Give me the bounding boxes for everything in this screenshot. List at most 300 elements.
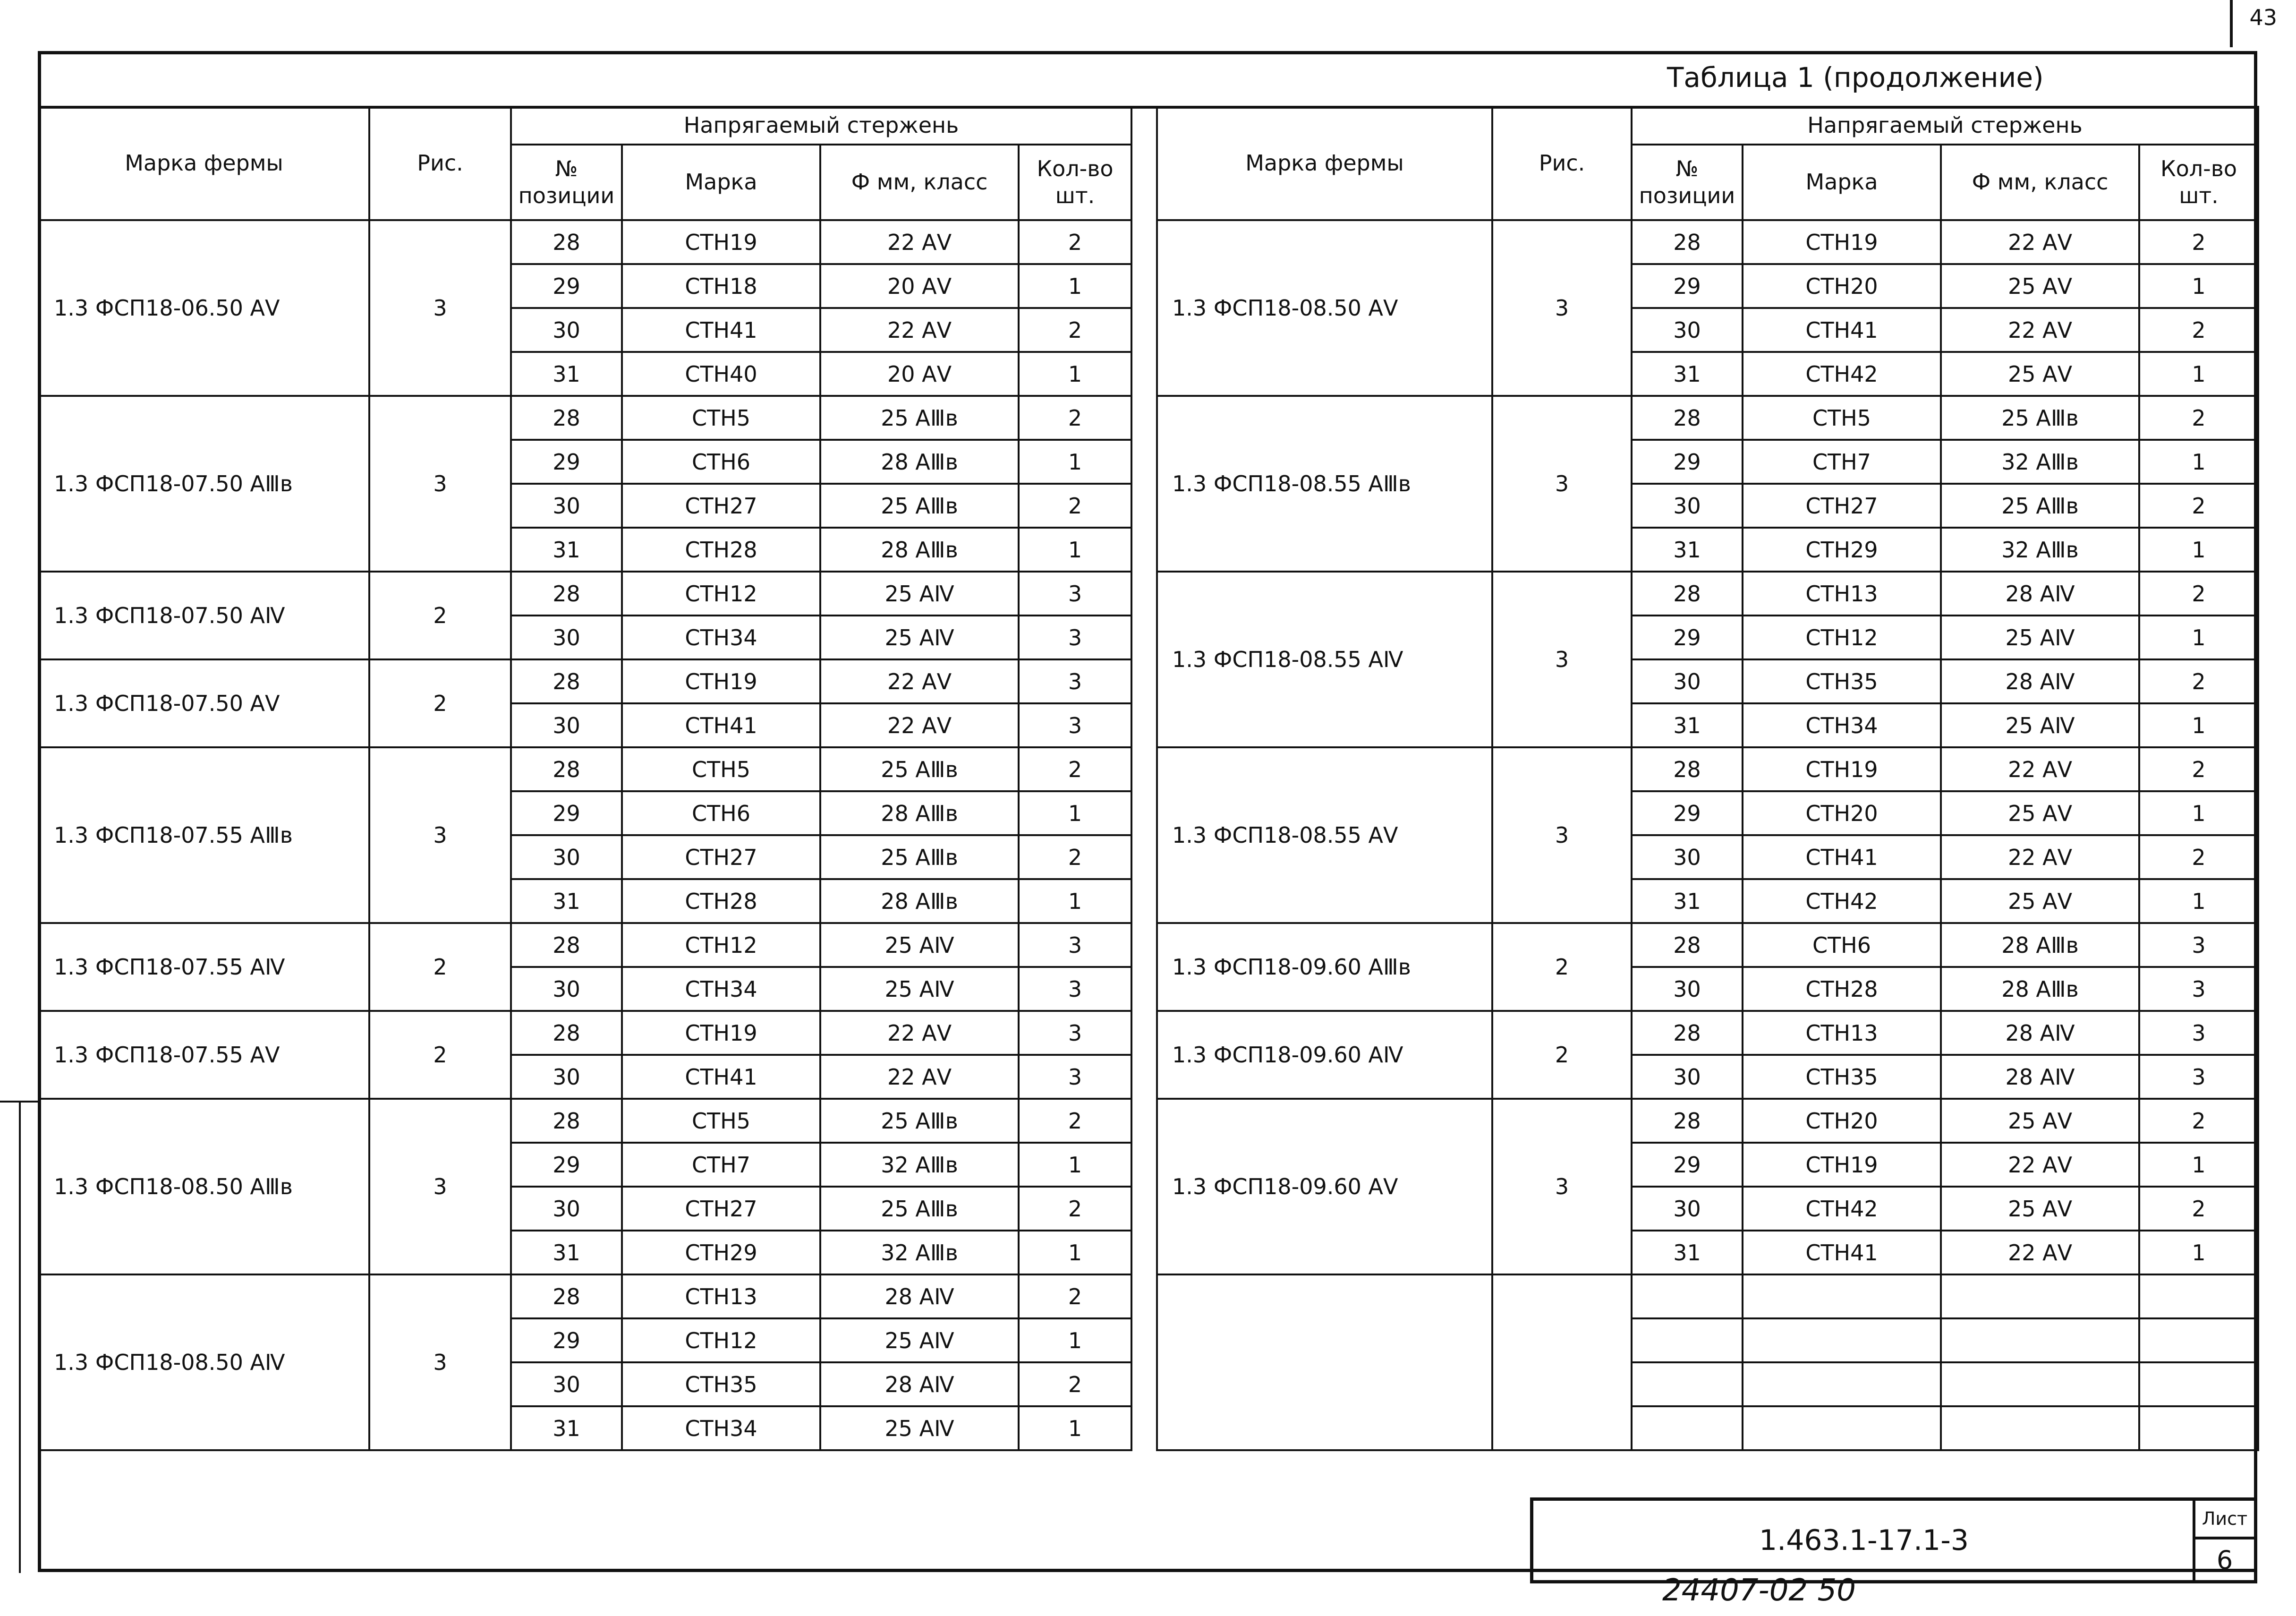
diameter-class-cell: 20 АⅤ [820, 264, 1019, 308]
diameter-class-cell: 25 АⅢв [820, 1099, 1019, 1143]
diameter-class-cell: 32 АⅢв [1941, 440, 2139, 484]
quantity-cell: 1 [1019, 879, 1131, 923]
truss-mark-cell: 1.3 ФСП18-08.50 АⅣ [39, 1274, 369, 1450]
diameter-class-cell: 25 АⅢв [820, 747, 1019, 791]
rod-mark-cell: СТН27 [622, 1187, 820, 1231]
position-cell: 30 [1632, 308, 1743, 352]
rod-mark-cell: СТН34 [622, 1406, 820, 1450]
rod-mark-cell: СТН12 [622, 1318, 820, 1362]
quantity-cell: 1 [2139, 791, 2258, 835]
rod-mark-cell: СТН19 [1743, 220, 1941, 264]
rod-mark-cell: СТН27 [622, 835, 820, 879]
col-header-diam: Ф мм, класс [820, 145, 1019, 220]
quantity-cell: 3 [2139, 967, 2258, 1011]
truss-mark-cell [1157, 1274, 1492, 1450]
figure-cell: 2 [369, 659, 511, 747]
quantity-cell: 2 [2139, 308, 2258, 352]
diameter-class-cell: 25 АⅣ [1941, 616, 2139, 659]
truss-mark-cell: 1.3 ФСП18-07.50 АⅢв [39, 396, 369, 572]
rod-mark-cell: СТН13 [622, 1274, 820, 1318]
table-row [39, 1274, 1131, 1318]
table-row [1157, 396, 2258, 440]
position-cell: 28 [1632, 572, 1743, 616]
quantity-cell: 1 [2139, 352, 2258, 396]
figure-cell: 3 [1492, 572, 1632, 747]
quantity-cell: 3 [1019, 1055, 1131, 1099]
rod-mark-cell: СТН5 [1743, 396, 1941, 440]
rod-mark-cell [1743, 1274, 1941, 1318]
right-spec-table [1156, 106, 2259, 1451]
quantity-cell: 3 [1019, 967, 1131, 1011]
position-cell: 28 [1632, 1099, 1743, 1143]
truss-mark-cell: 1.3 ФСП18-07.55 АⅣ [39, 923, 369, 1011]
quantity-cell: 2 [2139, 1099, 2258, 1143]
diameter-class-cell: 22 АⅤ [820, 1055, 1019, 1099]
rod-mark-cell: СТН28 [622, 879, 820, 923]
position-cell: 30 [1632, 1187, 1743, 1231]
col-header-diam: Ф мм, класс [1941, 145, 2139, 220]
truss-mark-cell: 1.3 ФСП18-07.55 АⅢв [39, 747, 369, 923]
position-cell: 28 [1632, 747, 1743, 791]
position-cell: 29 [1632, 791, 1743, 835]
figure-cell: 3 [1492, 1099, 1632, 1274]
diameter-class-cell: 22 АⅤ [1941, 1231, 2139, 1274]
diameter-class-cell: 28 АⅢв [820, 879, 1019, 923]
col-header-rod-mark: Марка [1743, 145, 1941, 220]
diameter-class-cell: 25 АⅢв [820, 396, 1019, 440]
quantity-cell: 2 [2139, 484, 2258, 528]
quantity-cell: 2 [2139, 220, 2258, 264]
rod-mark-cell: СТН18 [622, 264, 820, 308]
diameter-class-cell: 25 АⅣ [820, 967, 1019, 1011]
rod-mark-cell: СТН28 [622, 528, 820, 572]
truss-mark-cell: 1.3 ФСП18-08.55 АⅢв [1157, 396, 1492, 572]
quantity-cell: 1 [1019, 1143, 1131, 1187]
rod-mark-cell: СТН35 [1743, 1055, 1941, 1099]
truss-mark-cell: 1.3 ФСП18-07.50 АⅣ [39, 572, 369, 659]
table-row [1157, 220, 2258, 264]
diameter-class-cell: 25 АⅣ [820, 1318, 1019, 1362]
position-cell: 31 [511, 1231, 622, 1274]
position-cell: 28 [511, 1011, 622, 1055]
rod-mark-cell: СТН19 [622, 1011, 820, 1055]
quantity-cell: 1 [2139, 264, 2258, 308]
rod-mark-cell: СТН19 [622, 220, 820, 264]
diameter-class-cell: 28 АⅢв [820, 440, 1019, 484]
rod-mark-cell: СТН12 [1743, 616, 1941, 659]
table-row [39, 747, 1131, 791]
quantity-cell: 1 [1019, 352, 1131, 396]
rod-mark-cell: СТН34 [622, 616, 820, 659]
quantity-cell: 2 [2139, 747, 2258, 791]
left-spec-table [38, 106, 1132, 1451]
position-cell: 31 [1632, 352, 1743, 396]
table-row [39, 572, 1131, 616]
quantity-cell: 2 [1019, 1362, 1131, 1406]
diameter-class-cell: 22 АⅤ [1941, 220, 2139, 264]
diameter-class-cell: 28 АⅢв [1941, 923, 2139, 967]
position-cell [1632, 1274, 1743, 1318]
diameter-class-cell: 22 АⅤ [1941, 747, 2139, 791]
diameter-class-cell: 25 АⅣ [820, 616, 1019, 659]
position-cell: 30 [511, 967, 622, 1011]
diameter-class-cell: 28 АⅢв [820, 791, 1019, 835]
diameter-class-cell [1941, 1274, 2139, 1318]
inventory-number: 24407-02 50 [1662, 1573, 1856, 1608]
position-cell: 28 [511, 747, 622, 791]
quantity-cell: 2 [1019, 484, 1131, 528]
rod-mark-cell: СТН42 [1743, 879, 1941, 923]
truss-mark-cell: 1.3 ФСП18-09.60 АⅣ [1157, 1011, 1492, 1099]
diameter-class-cell: 32 АⅢв [1941, 528, 2139, 572]
position-cell: 29 [511, 440, 622, 484]
corner-number: 43 [2249, 5, 2277, 30]
diameter-class-cell: 25 АⅤ [1941, 352, 2139, 396]
position-cell: 28 [1632, 220, 1743, 264]
position-cell: 30 [511, 616, 622, 659]
quantity-cell: 1 [1019, 1231, 1131, 1274]
diameter-class-cell: 25 АⅣ [1941, 703, 2139, 747]
col-header-mark: Марка фермы [39, 107, 369, 220]
figure-cell: 3 [369, 220, 511, 396]
diameter-class-cell: 25 АⅤ [1941, 1187, 2139, 1231]
col-header-fig: Рис. [1492, 107, 1632, 220]
table-row [39, 396, 1131, 440]
quantity-cell: 3 [1019, 572, 1131, 616]
diameter-class-cell: 25 АⅣ [820, 572, 1019, 616]
rod-mark-cell: СТН35 [1743, 659, 1941, 703]
position-cell: 30 [511, 308, 622, 352]
rod-mark-cell: СТН42 [1743, 1187, 1941, 1231]
quantity-cell: 2 [1019, 835, 1131, 879]
position-cell: 31 [1632, 703, 1743, 747]
table-row [39, 659, 1131, 703]
diameter-class-cell: 25 АⅤ [1941, 264, 2139, 308]
rod-mark-cell: СТН41 [1743, 308, 1941, 352]
figure-cell: 2 [369, 1011, 511, 1099]
position-cell: 31 [511, 352, 622, 396]
position-cell: 30 [511, 1187, 622, 1231]
sheet-label: Лист [2195, 1501, 2254, 1539]
quantity-cell: 1 [1019, 1318, 1131, 1362]
quantity-cell: 2 [2139, 835, 2258, 879]
rod-mark-cell: СТН5 [622, 396, 820, 440]
binding-margin-rule [0, 1101, 38, 1103]
position-cell [1632, 1362, 1743, 1406]
table-row [1157, 1274, 2258, 1318]
quantity-cell: 2 [1019, 747, 1131, 791]
quantity-cell [2139, 1362, 2258, 1406]
quantity-cell: 2 [1019, 1187, 1131, 1231]
position-cell: 28 [511, 1099, 622, 1143]
table-title: Таблица 1 (продолжение) [1667, 61, 2044, 94]
quantity-cell: 1 [1019, 528, 1131, 572]
position-cell: 30 [511, 703, 622, 747]
quantity-cell: 2 [1019, 1274, 1131, 1318]
diameter-class-cell: 25 АⅤ [1941, 791, 2139, 835]
quantity-cell: 3 [1019, 659, 1131, 703]
binding-margin-strip [0, 1101, 21, 1573]
col-header-rod-mark: Марка [622, 145, 820, 220]
diameter-class-cell [1941, 1362, 2139, 1406]
rod-mark-cell: СТН6 [622, 791, 820, 835]
rod-mark-cell: СТН6 [622, 440, 820, 484]
position-cell: 29 [511, 1143, 622, 1187]
diameter-class-cell: 22 АⅤ [820, 659, 1019, 703]
diameter-class-cell: 28 АⅣ [820, 1362, 1019, 1406]
col-header-fig: Рис. [369, 107, 511, 220]
diameter-class-cell: 22 АⅤ [1941, 1143, 2139, 1187]
diameter-class-cell: 25 АⅢв [820, 835, 1019, 879]
position-cell: 28 [511, 572, 622, 616]
diameter-class-cell: 22 АⅤ [820, 703, 1019, 747]
quantity-cell [2139, 1274, 2258, 1318]
truss-mark-cell: 1.3 ФСП18-07.55 АⅤ [39, 1011, 369, 1099]
rod-mark-cell [1743, 1318, 1941, 1362]
figure-cell: 3 [369, 1099, 511, 1274]
rod-mark-cell: СТН19 [1743, 747, 1941, 791]
position-cell [1632, 1318, 1743, 1362]
rod-mark-cell: СТН42 [1743, 352, 1941, 396]
diameter-class-cell: 20 АⅤ [820, 352, 1019, 396]
col-header-mark: Марка фермы [1157, 107, 1492, 220]
rod-mark-cell: СТН35 [622, 1362, 820, 1406]
rod-mark-cell: СТН19 [1743, 1143, 1941, 1187]
rod-mark-cell: СТН7 [622, 1143, 820, 1187]
position-cell: 28 [1632, 923, 1743, 967]
position-cell: 28 [511, 396, 622, 440]
rod-mark-cell: СТН20 [1743, 791, 1941, 835]
diameter-class-cell: 25 АⅣ [820, 923, 1019, 967]
rod-mark-cell: СТН13 [1743, 1011, 1941, 1055]
quantity-cell: 3 [1019, 703, 1131, 747]
rod-mark-cell [1743, 1406, 1941, 1450]
diameter-class-cell: 28 АⅣ [1941, 572, 2139, 616]
rod-mark-cell: СТН27 [1743, 484, 1941, 528]
quantity-cell [2139, 1406, 2258, 1450]
diameter-class-cell: 25 АⅤ [1941, 879, 2139, 923]
quantity-cell: 1 [2139, 703, 2258, 747]
quantity-cell [2139, 1318, 2258, 1362]
document-code: 1.463.1-17.1-3 [1759, 1524, 1969, 1557]
diameter-class-cell: 25 АⅣ [820, 1406, 1019, 1450]
position-cell: 30 [1632, 1055, 1743, 1099]
figure-cell: 3 [1492, 220, 1632, 396]
table-row [39, 923, 1131, 967]
truss-mark-cell: 1.3 ФСП18-09.60 АⅢв [1157, 923, 1492, 1011]
position-cell: 29 [511, 791, 622, 835]
diameter-class-cell: 28 АⅣ [820, 1274, 1019, 1318]
col-header-qty: Кол-во шт. [2139, 145, 2258, 220]
position-cell: 28 [511, 923, 622, 967]
truss-mark-cell: 1.3 ФСП18-08.50 АⅢв [39, 1099, 369, 1274]
sheet-number: 6 [2216, 1545, 2233, 1575]
title-block-stamp [1530, 1497, 2257, 1583]
diameter-class-cell: 28 АⅣ [1941, 659, 2139, 703]
figure-cell: 3 [369, 396, 511, 572]
position-cell [1632, 1406, 1743, 1450]
quantity-cell: 1 [1019, 264, 1131, 308]
quantity-cell: 2 [2139, 396, 2258, 440]
quantity-cell: 2 [1019, 308, 1131, 352]
diameter-class-cell: 28 АⅣ [1941, 1055, 2139, 1099]
position-cell: 31 [1632, 1231, 1743, 1274]
quantity-cell: 3 [1019, 923, 1131, 967]
figure-cell: 2 [1492, 923, 1632, 1011]
rod-mark-cell: СТН7 [1743, 440, 1941, 484]
table-row [1157, 1099, 2258, 1143]
figure-cell: 2 [369, 572, 511, 659]
position-cell: 30 [511, 1362, 622, 1406]
quantity-cell: 1 [2139, 1231, 2258, 1274]
diameter-class-cell: 22 АⅤ [820, 1011, 1019, 1055]
rod-mark-cell: СТН20 [1743, 1099, 1941, 1143]
figure-cell: 3 [369, 747, 511, 923]
quantity-cell: 3 [1019, 1011, 1131, 1055]
position-cell: 31 [511, 879, 622, 923]
quantity-cell: 1 [1019, 1406, 1131, 1450]
figure-cell: 3 [1492, 747, 1632, 923]
rod-mark-cell: СТН41 [622, 1055, 820, 1099]
position-cell: 30 [1632, 484, 1743, 528]
position-cell: 28 [511, 220, 622, 264]
rod-mark-cell: СТН6 [1743, 923, 1941, 967]
position-cell: 29 [1632, 1143, 1743, 1187]
truss-mark-cell: 1.3 ФСП18-07.50 АⅤ [39, 659, 369, 747]
table-row [1157, 923, 2258, 967]
position-cell: 30 [511, 1055, 622, 1099]
table-row [39, 1099, 1131, 1143]
rod-mark-cell: СТН34 [622, 967, 820, 1011]
quantity-cell: 1 [2139, 440, 2258, 484]
position-cell: 29 [1632, 264, 1743, 308]
rod-mark-cell: СТН41 [622, 308, 820, 352]
quantity-cell: 2 [1019, 220, 1131, 264]
position-cell: 31 [511, 1406, 622, 1450]
table-row [1157, 747, 2258, 791]
diameter-class-cell: 25 АⅢв [1941, 396, 2139, 440]
diameter-class-cell: 32 АⅢв [820, 1143, 1019, 1187]
rod-mark-cell: СТН41 [1743, 835, 1941, 879]
quantity-cell: 1 [2139, 528, 2258, 572]
rod-mark-cell: СТН19 [622, 659, 820, 703]
position-cell: 31 [511, 528, 622, 572]
quantity-cell: 1 [2139, 1143, 2258, 1187]
quantity-cell: 2 [2139, 659, 2258, 703]
rod-mark-cell: СТН40 [622, 352, 820, 396]
diameter-class-cell: 22 АⅤ [1941, 835, 2139, 879]
position-cell: 28 [1632, 1011, 1743, 1055]
diameter-class-cell: 25 АⅢв [820, 484, 1019, 528]
col-header-pos: № позиции [1632, 145, 1743, 220]
rod-mark-cell: СТН12 [622, 923, 820, 967]
figure-cell: 3 [369, 1274, 511, 1450]
position-cell: 30 [1632, 835, 1743, 879]
truss-mark-cell: 1.3 ФСП18-08.50 АⅤ [1157, 220, 1492, 396]
col-header-qty: Кол-во шт. [1019, 145, 1131, 220]
figure-cell: 2 [1492, 1011, 1632, 1099]
quantity-cell: 3 [2139, 1055, 2258, 1099]
table-row [39, 220, 1131, 264]
quantity-cell: 2 [1019, 396, 1131, 440]
position-cell: 28 [511, 659, 622, 703]
rod-mark-cell: СТН41 [1743, 1231, 1941, 1274]
col-header-group: Напрягаемый стержень [1632, 107, 2258, 145]
table-row [1157, 1011, 2258, 1055]
diameter-class-cell [1941, 1406, 2139, 1450]
rod-mark-cell: СТН27 [622, 484, 820, 528]
quantity-cell: 1 [2139, 616, 2258, 659]
diameter-class-cell: 25 АⅢв [820, 1187, 1019, 1231]
table-row [39, 1011, 1131, 1055]
sheet-box [2193, 1501, 2254, 1580]
rod-mark-cell: СТН29 [622, 1231, 820, 1274]
rod-mark-cell: СТН28 [1743, 967, 1941, 1011]
diameter-class-cell: 28 АⅢв [1941, 967, 2139, 1011]
position-cell: 28 [1632, 396, 1743, 440]
position-cell: 30 [511, 484, 622, 528]
position-cell: 31 [1632, 528, 1743, 572]
quantity-cell: 2 [2139, 1187, 2258, 1231]
rod-mark-cell: СТН41 [622, 703, 820, 747]
figure-cell [1492, 1274, 1632, 1450]
frame-corner-tick [2230, 0, 2233, 47]
rod-mark-cell: СТН5 [622, 747, 820, 791]
truss-mark-cell: 1.3 ФСП18-06.50 АⅤ [39, 220, 369, 396]
rod-mark-cell: СТН20 [1743, 264, 1941, 308]
rod-mark-cell: СТН12 [622, 572, 820, 616]
quantity-cell: 1 [1019, 440, 1131, 484]
diameter-class-cell: 22 АⅤ [820, 308, 1019, 352]
diameter-class-cell: 28 АⅣ [1941, 1011, 2139, 1055]
quantity-cell: 3 [1019, 616, 1131, 659]
diameter-class-cell: 22 АⅤ [1941, 308, 2139, 352]
quantity-cell: 3 [2139, 1011, 2258, 1055]
rod-mark-cell [1743, 1362, 1941, 1406]
position-cell: 30 [1632, 659, 1743, 703]
figure-cell: 3 [1492, 396, 1632, 572]
position-cell: 28 [511, 1274, 622, 1318]
position-cell: 29 [1632, 440, 1743, 484]
rod-mark-cell: СТН13 [1743, 572, 1941, 616]
position-cell: 30 [511, 835, 622, 879]
position-cell: 30 [1632, 967, 1743, 1011]
quantity-cell: 2 [2139, 572, 2258, 616]
diameter-class-cell: 25 АⅢв [1941, 484, 2139, 528]
quantity-cell: 1 [2139, 879, 2258, 923]
diameter-class-cell: 32 АⅢв [820, 1231, 1019, 1274]
rod-mark-cell: СТН29 [1743, 528, 1941, 572]
quantity-cell: 2 [1019, 1099, 1131, 1143]
quantity-cell: 1 [1019, 791, 1131, 835]
truss-mark-cell: 1.3 ФСП18-08.55 АⅣ [1157, 572, 1492, 747]
diameter-class-cell: 25 АⅤ [1941, 1099, 2139, 1143]
position-cell: 29 [511, 264, 622, 308]
table-row [1157, 572, 2258, 616]
diameter-class-cell: 22 АⅤ [820, 220, 1019, 264]
position-cell: 29 [511, 1318, 622, 1362]
truss-mark-cell: 1.3 ФСП18-08.55 АⅤ [1157, 747, 1492, 923]
figure-cell: 2 [369, 923, 511, 1011]
position-cell: 31 [1632, 879, 1743, 923]
diameter-class-cell [1941, 1318, 2139, 1362]
rod-mark-cell: СТН34 [1743, 703, 1941, 747]
diameter-class-cell: 28 АⅢв [820, 528, 1019, 572]
col-header-group: Напрягаемый стержень [511, 107, 1131, 145]
truss-mark-cell: 1.3 ФСП18-09.60 АⅤ [1157, 1099, 1492, 1274]
col-header-pos: № позиции [511, 145, 622, 220]
rod-mark-cell: СТН5 [622, 1099, 820, 1143]
